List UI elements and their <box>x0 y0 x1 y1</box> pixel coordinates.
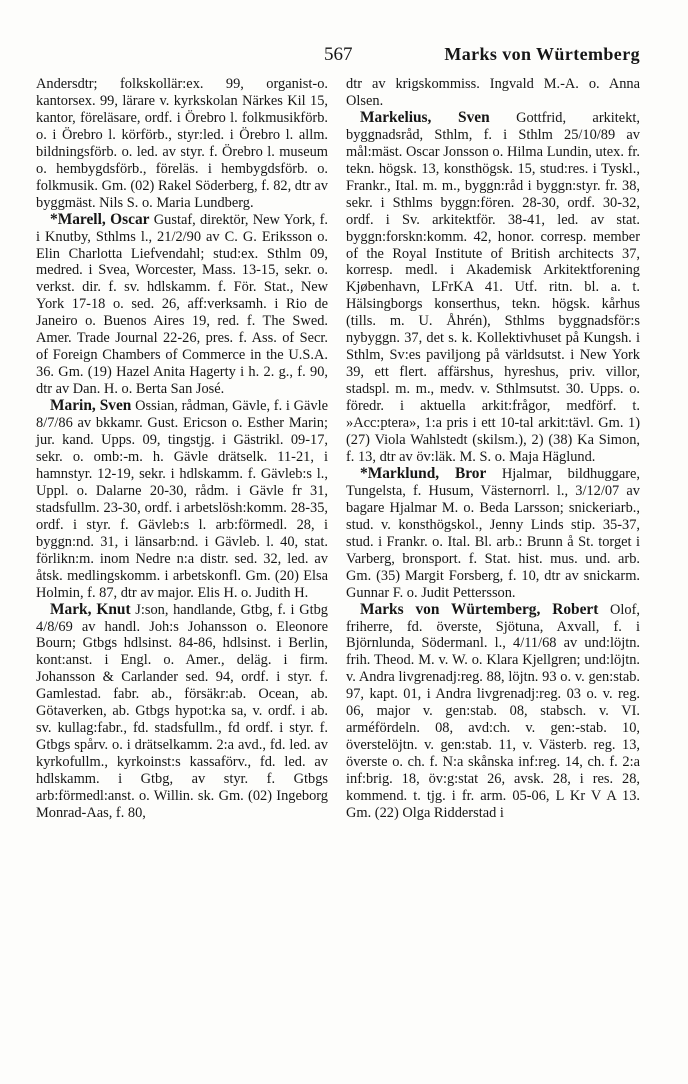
biography-entry <box>36 398 328 601</box>
biography-entry <box>346 110 640 466</box>
entry-text: Gustaf, direktör, New York, f. i Knutby, Sthlms l., 21/2/90 av C. G. Eriksson o. Elin Charlotta Liefvendahl; stud:ex. Sthlm 09, medred. i Svea, Worcester, Mass. 13-15, sekr. o. verkst. dir. f. sv. hdlskamm. f. För. Stat., New York 17-18 o. sed. 26, aff:verksamh. i Rio de Janeiro o. Buenos Aires 19, red. f. The Swed. Amer. Trade Journal 22-26, pres. f. Ass. of Secr. of Foreign Chambers of Commerce in the U.S.A. 36. Gm. (19) Hazel Anita Hagerty i h. 2. g., f. 90, dtr av Dan. H. o. Berta San José. <box>36 211 328 398</box>
biography-entry <box>36 212 328 398</box>
left-column <box>36 76 328 822</box>
running-title: Marks von Würtemberg <box>444 44 640 64</box>
entry-name: *Marklund, Bror <box>360 464 487 482</box>
entry-text: J:son, handlande, Gtbg, f. i Gtbg 4/8/69 av handl. Joh:s Johansson o. Eleonore Bourn; Gtbgs hdlsinst. 84-86, hdlsinst. i Berlin, kont:anst. i Engl. o. Amer., deläg. i firm. Johansson & Carlander sed. 94, ordf. i styr. f. Gamlestad. fabr. ab., försäkr:ab. Ocean, ab. Götaverken, ab. Gtbgs hypot:ka sa, v. ordf. i ab. sv. kullag:fabr., fd. stadsfullm., fd ordf. i styr. f. Gtbgs spårv. o. i drätselkamm. 2:a avd., fd. led. av kyrkofullm., kyrkoinst:s kassaförv., fd. led. av hdlskamm. i Gtbg, av styr. f. Gtbgs arb:förmedl:anst. o. Willin. sk. Gm. (02) Ingeborg Monrad-Aas, f. 80, <box>36 601 328 821</box>
page-header <box>0 42 688 68</box>
entry-name: Mark, Knut <box>50 600 131 618</box>
biography-entry <box>346 466 640 602</box>
biography-entry <box>36 602 328 822</box>
continuation-text <box>36 76 328 212</box>
continuation-text <box>346 76 640 110</box>
entry-name: *Marell, Oscar <box>50 210 150 228</box>
entry-name: Marin, Sven <box>50 397 132 415</box>
page-number: 567 <box>324 44 353 65</box>
entry-text: Hjalmar, bildhuggare, Tungelsta, f. Husum, Västernorrl. l., 3/12/07 av bagare Hjalmar M. o. Beda Larsson; snickeriarb., stud. v. konsthögskol., Jenny Linds stip. 35-37, stud. i Frankr. o. Ital. Bl. arb.: Brunn å St. torget i Varberg, bronsport. f. Stat. hist. mus. und. arb. Gm. (35) Margit Forsberg, f. 10, dtr av snickarm. Gunnar F. o. Judit Pettersson. <box>346 465 641 601</box>
entry-text: Ossian, rådman, Gävle, f. i Gävle 8/7/86 av bkkamr. Gust. Ericson o. Esther Marin; jur. kand. Upps. 09, tingstjg. i Gästrikl. 09-17, sekr. o. omb:-m. h. Gävle drätselk. 11-21, i hamnstyr. 12-19, sekr. i hdlskamm. f. Gävleb:s l., Uppl. o. Dalarne 20-30, rådm. i Gävle fr 31, stadsfullm. 23-30, ordf. i arbetslösh:komm. 28-35, ordf. i styr. f. Gävleb:s l. arb:förmedl. 28, i byggn:nd. 31, i länsarb:nd. i Gävleb. l. 40, stat. förlikn:m. inom Nedre n:a distr. sed. 32, led. av åtsk. medlingskomm. i arbetskonfl. Gm. (20) Elsa Holmin, f. 87, dtr av major. Elis H. o. Judith H. <box>36 398 329 601</box>
biography-entry <box>346 602 640 822</box>
entry-text: Gottfrid, arkitekt, byggnadsråd, Sthlm, f. i Sthlm 25/10/89 av mål:mäst. Oscar Jonsson o. Hilma Lundin, utex. fr. tekn. högsk. 13, konsthögsk. 15, stud:res. i Tyskl., Frankr., Ital. m. m., byggn:råd i byggn:styr. fr. 38, sekr. i Sthlms byggn:fören. 28-30, ordf. 30-32, ordf. i Sv. arkitektför. 38-41, led. av stat. byggn:forskn:komm. 42, honor. corresp. member of the Royal Institute of British architects 37, korresp. medl. i Akademisk Arkitektforening Kjøbenhavn, LFrKA 41. Utf. ritn. bl. a. t. Hälsingborgs konserthus, tekn. högsk. kårhus (tills. m. U. Åhrén), Sthlms byggnadsför:s nybyggn. 37, det s. k. Kollektivhuset på Kungsh. i Sthlm, Sv:es paviljong på världsutst. i New York 39, ett flert. affärshus, hyreshus, priv. villor, stadspl. m. m., medv. v. Sthlmsutst. 30. Upps. o. föredr. i aktuella arkit:frågor, medförf. t. »Acc:ptera», 1:a pris i ett 10-tal arkit:tävl. Gm. 1) (27) Viola Wahlstedt (skilsm.), 2) (38) Ka Simon, f. 13, dtr av öv:läk. M. S. o. Maja Häglund. <box>346 109 640 465</box>
entry-name: Marks von Würtemberg, Robert <box>360 600 599 618</box>
right-column <box>346 76 640 822</box>
entry-text: Olof, friherre, fd. överste, Sjötuna, Axvall, f. i Björnlunda, Södermanl. l., 4/11/68 av und:löjtn. frih. Theod. M. v. W. o. Klara Kjellgren; und:löjtn. v. Andra livgrenadj:reg. 88, löjtn. 93 o. v. gen:stab. 97, kapt. 01, i Andra livgrenadj:reg. 03 o. v. reg. 06, major v. gen:stab. 08, stabsch. v. VI. arméfördeln. 08, avd:ch. v. gen:-stab. 10, överstelöjtn. v. gen:stab. 11, v. Västerb. reg. 13, överste o. ch. f. N:a skånska inf:reg. 14, ch. f. 2:a inf:brig. 18, öv:g:stat 26, avsk. 28, i res. 28, kommend. t. tjg. i fr. arm. 05-06, L Kr V A 13. Gm. (22) Olga Ridderstad i <box>346 601 640 821</box>
entry-text: Andersdtr; folkskollär:ex. 99, organist-o. kantorsex. 99, lärare v. kyrkskolan Närkes Kil 15, kantor, föreläsare, ordf. i Örebro l. folkmusikförb. o. i Örebro l. körförb., styr:led. i Örebro l. allm. bildningsförb. o. led. av styr. f. Örebro l. museum o. hembygdsförb., föreläs. i hembygdsförb. o. folkmusik. Gm. (02) Rakel Söderberg, f. 82, dtr av byggmäst. Nils S. o. Maria Lundberg. <box>36 76 328 211</box>
entry-text: dtr av krigskommiss. Ingvald M.-A. o. Anna Olsen. <box>346 76 640 109</box>
entry-name: Markelius, Sven <box>360 108 490 126</box>
